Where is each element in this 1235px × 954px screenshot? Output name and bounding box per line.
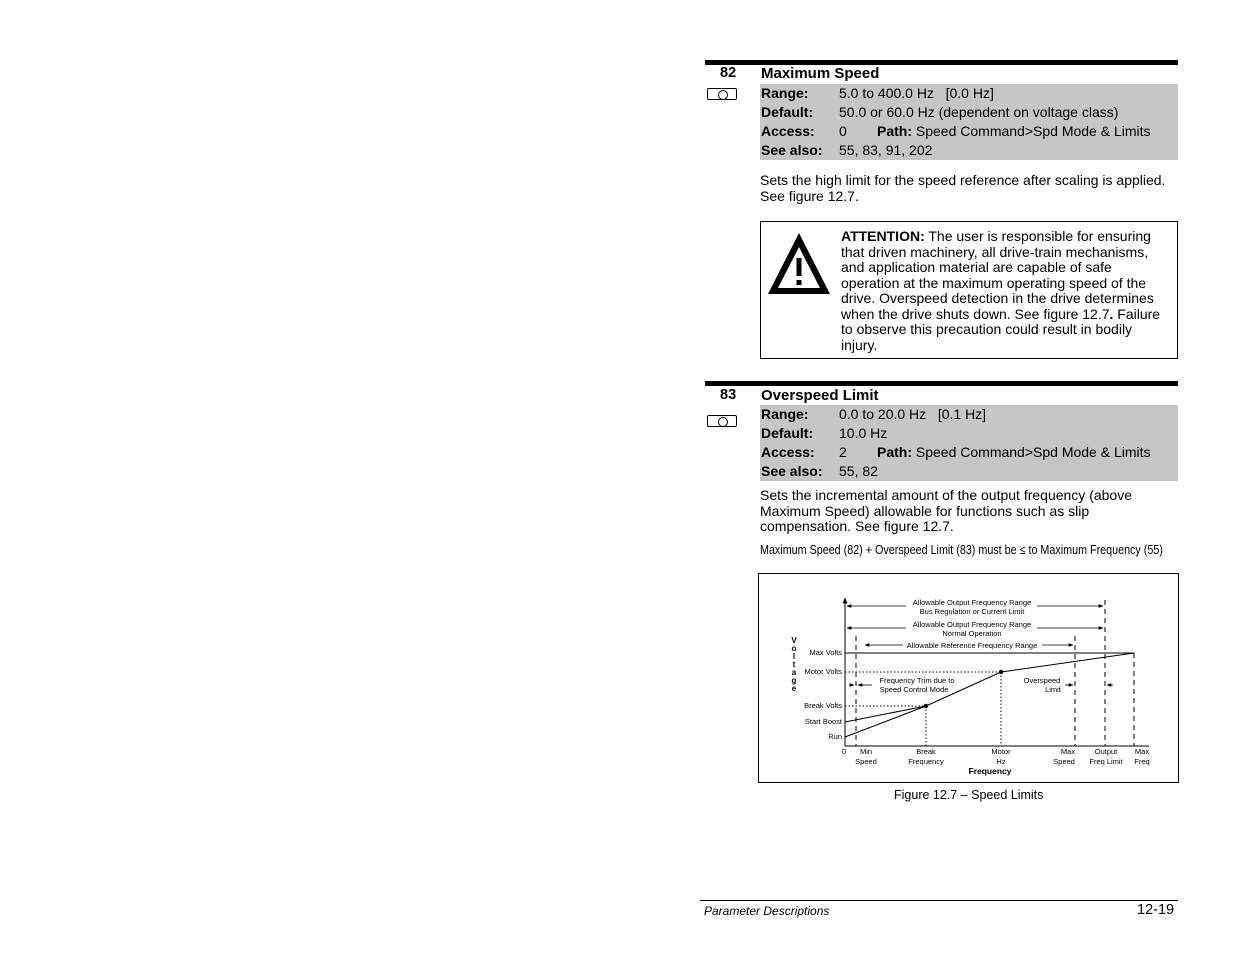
normal-range-label: Allowable Output Frequency Range <box>912 620 1032 629</box>
param-row-range <box>760 84 1178 103</box>
y-axis-title-letter: t <box>792 660 796 669</box>
volts-hertz-curve <box>845 653 1134 737</box>
param-label: See also: <box>761 142 823 158</box>
y-label-motor-volts: Motor Volts <box>804 667 842 676</box>
y-axis-title-letter: a <box>791 668 797 677</box>
param-value: 5.0 to 400.0 Hz [0.0 Hz] <box>839 85 994 101</box>
x-label-output-freq-limit-2: Freq Limit <box>1089 757 1123 766</box>
param-83-rule <box>705 381 1178 386</box>
bus-range-label: Allowable Output Frequency Range <box>912 598 1032 607</box>
param-label: Default: <box>761 425 814 441</box>
attention-period: . <box>1109 305 1114 322</box>
overspeed-sublabel: Limit <box>1045 685 1061 694</box>
warning-triangle-icon <box>765 230 833 298</box>
x-label-max-speed-2: Speed <box>1053 757 1075 766</box>
attention-box <box>760 221 1178 359</box>
param-row-default <box>760 424 1178 443</box>
figure-caption: Figure 12.7 – Speed Limits <box>894 788 1044 802</box>
x-label-zero: 0 <box>841 747 847 756</box>
speed-limit-formula: Maximum Speed (82) + Overspeed Limit (83) must be ≤ to Maximum Frequency (55) <box>760 543 1163 557</box>
x-label-output-freq-limit: Output <box>1094 747 1118 756</box>
attention-label: ATTENTION: <box>841 228 925 244</box>
overspeed-label: Overspeed <box>1023 676 1061 685</box>
param-label: See also: <box>761 463 823 479</box>
param-83-table <box>760 405 1178 481</box>
y-axis-title-letter: l <box>792 652 796 661</box>
tuning-icon <box>707 88 737 100</box>
x-label-break-frequency-2: Frequency <box>908 757 944 766</box>
x-label-motor-hz-2: Hz <box>996 757 1006 766</box>
param-row-access <box>760 443 1178 462</box>
param-82-description: Sets the high limit for the speed reference after scaling is applied. See figure 12.7. <box>760 172 1166 204</box>
x-label-min-speed-2: Speed <box>855 757 877 766</box>
freq-trim-sublabel: Speed Control Mode <box>879 685 949 694</box>
param-83-number: 83 <box>720 387 737 403</box>
param-value: 10.0 Hz <box>839 425 888 441</box>
tuning-icon <box>707 415 737 427</box>
y-label-run: Run <box>828 732 842 741</box>
param-row-access <box>760 122 1178 141</box>
param-row-default <box>760 103 1178 122</box>
param-path <box>877 443 1151 462</box>
footer-rule <box>700 900 1178 901</box>
path-value: Speed Command>Spd Mode & Limits <box>915 444 1151 460</box>
x-axis-title: Frequency <box>968 766 1012 776</box>
y-label-max-volts: Max Volts <box>809 648 842 657</box>
y-axis-title-letter: e <box>791 684 797 693</box>
attention-text <box>841 229 1171 353</box>
param-83-title: Overspeed Limit <box>761 387 879 404</box>
path-label: Path: <box>877 123 912 139</box>
y-axis-title-letter: o <box>791 644 797 653</box>
normal-range-sublabel: Normal Operation <box>942 629 1002 638</box>
freq-trim-label: Frequency Trim due to <box>879 676 955 685</box>
page-number: 12-19 <box>1137 902 1175 918</box>
x-label-max-freq-2: Freq <box>1134 757 1150 766</box>
x-label-break-frequency: Break <box>916 747 936 756</box>
param-value: 0 <box>839 123 847 139</box>
bus-range-sublabel: Bus Regulation or Current Limit <box>919 607 1025 616</box>
footer-section: Parameter Descriptions <box>704 904 830 918</box>
start-boost-curve <box>845 706 926 722</box>
x-label-motor-hz: Motor <box>991 747 1011 756</box>
param-82-table <box>760 84 1178 160</box>
attention-body-end: Failure to observe this precaution could result in bodily injury. <box>841 305 1161 353</box>
param-row-range <box>760 405 1178 424</box>
y-label-start-boost: Start Boost <box>804 717 842 726</box>
param-82-title: Maximum Speed <box>761 65 880 82</box>
reference-range-label: Allowable Reference Frequency Range <box>906 641 1038 650</box>
x-label-min-speed: Min <box>859 747 873 756</box>
path-label: Path: <box>877 444 912 460</box>
param-label: Range: <box>761 406 809 422</box>
param-path <box>877 122 1151 141</box>
x-label-max-speed: Max <box>1060 747 1076 756</box>
y-label-break-volts: Break Volts <box>804 701 842 710</box>
speed-limits-diagram <box>759 574 1179 783</box>
param-label: Default: <box>761 104 814 120</box>
attention-body: The user is responsible for ensuring that driven machinery, all drive-train mechanisms, and application material are capable of safe operation at the maximum operating speed of the drive. Overspeed detection in the drive determines when the drive shuts down. See figure 12.7 <box>841 228 1154 322</box>
param-row-see-also <box>760 141 1178 160</box>
path-value: Speed Command>Spd Mode & Limits <box>915 123 1151 139</box>
param-label: Access: <box>761 123 815 139</box>
param-value: 55, 83, 91, 202 <box>839 142 933 158</box>
param-value: 55, 82 <box>839 463 878 479</box>
param-label: Access: <box>761 444 815 460</box>
param-value: 50.0 or 60.0 Hz (dependent on voltage class) <box>839 104 1119 120</box>
param-83-description: Sets the incremental amount of the output frequency (above Maximum Speed) allowable for functions such as slip compensation. See figure 12.7. <box>760 487 1133 534</box>
y-axis-title-letter: V <box>791 636 797 645</box>
speed-limits-figure <box>758 573 1179 783</box>
param-82-number: 82 <box>720 65 737 81</box>
x-label-max-freq: Max <box>1134 747 1150 756</box>
param-value: 0.0 to 20.0 Hz [0.1 Hz] <box>839 406 987 422</box>
y-axis-title-letter: g <box>791 676 797 685</box>
param-row-see-also <box>760 462 1178 481</box>
param-value: 2 <box>839 444 847 460</box>
param-label: Range: <box>761 85 809 101</box>
